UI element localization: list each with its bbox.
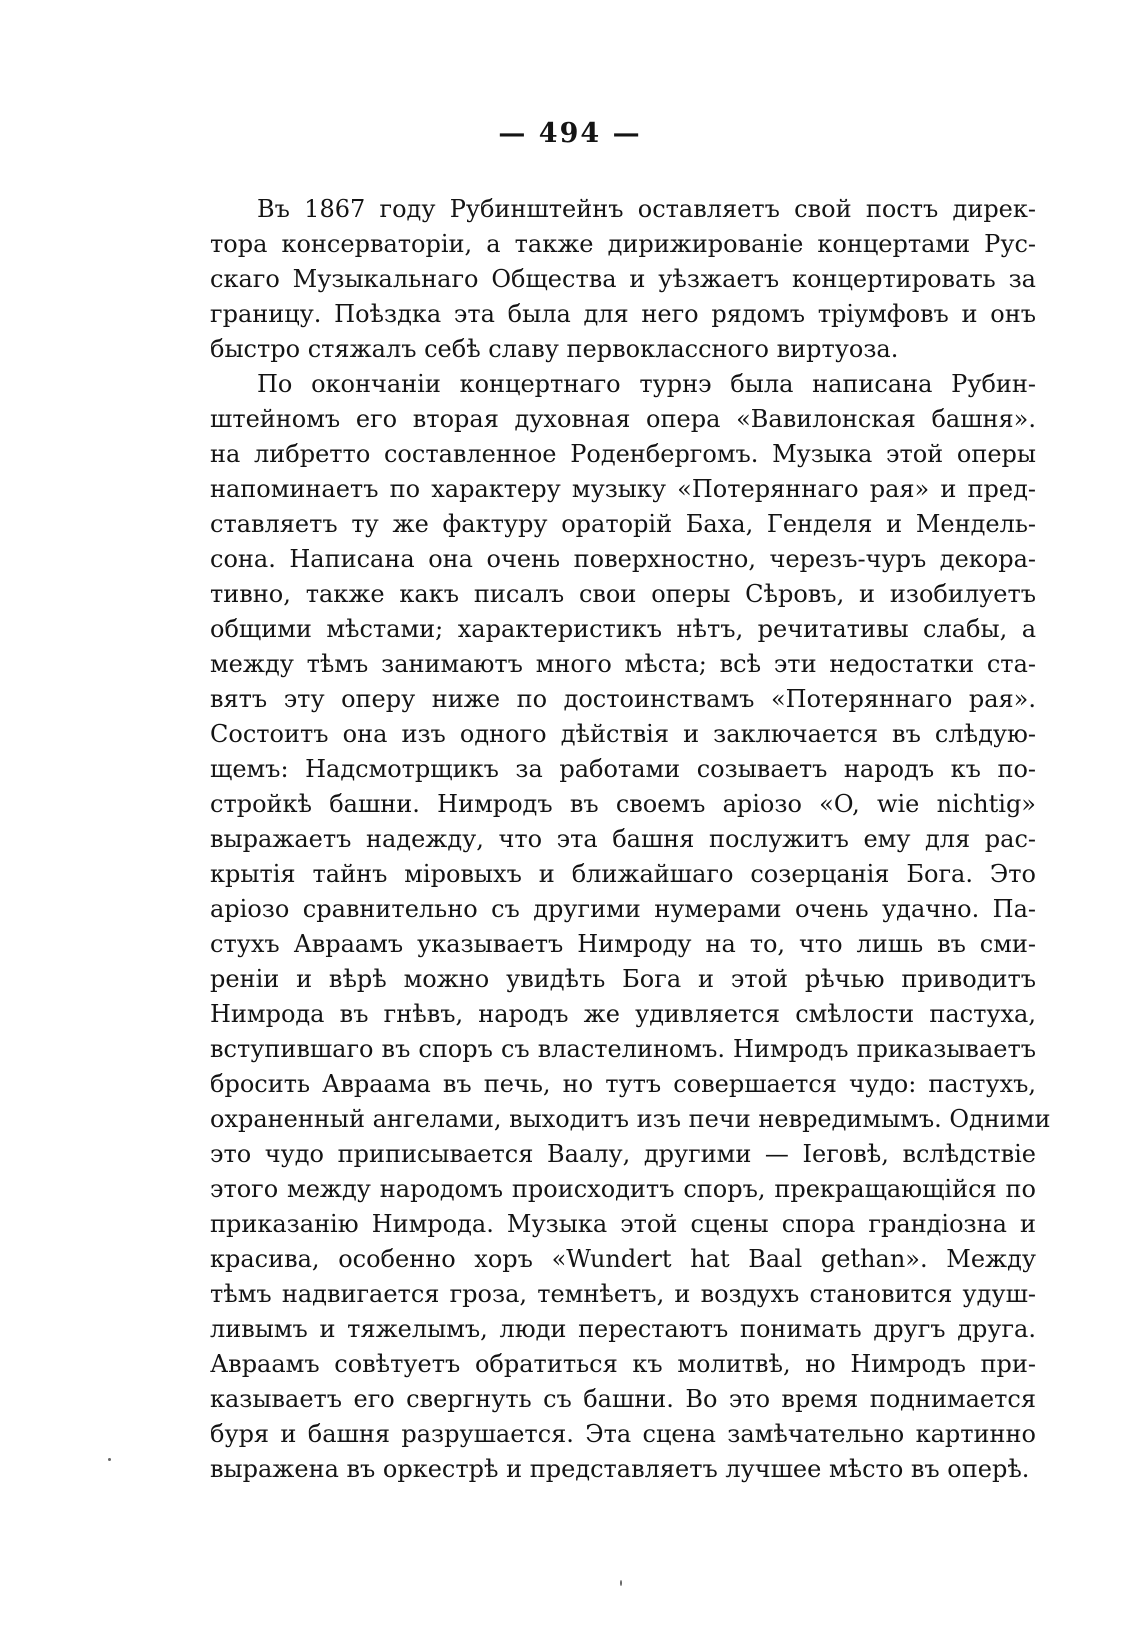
text-line: Въ 1867 году Рубинштейнъ оставляетъ свой постъ дирек- (257, 195, 1036, 223)
text-line: выражаетъ надежду, что эта башня послужитъ ему для рас- (210, 825, 1036, 853)
text-line: между тѣмъ занимаютъ много мѣста; всѣ эти недостатки ста- (210, 650, 1036, 678)
text-line: приказанію Нимрода. Музыка этой сцены спора грандіозна и (210, 1210, 1036, 1238)
text-line: общими мѣстами; характеристикъ нѣтъ, речитативы слабы, а (210, 615, 1036, 643)
text-line: Состоитъ она изъ одного дѣйствія и заключается въ слѣдую- (210, 720, 1036, 748)
text-line: аріозо сравнительно съ другими нумерами очень удачно. Па- (210, 895, 1036, 923)
text-line: крытія тайнъ міровыхъ и ближайшаго созерцанія Бога. Это (210, 860, 1036, 888)
text-line: ливымъ и тяжелымъ, люди перестаютъ понимать другъ друга. (210, 1315, 1036, 1343)
text-line: на либретто составленное Роденбергомъ. Музыка этой оперы (210, 440, 1036, 468)
text-line: охраненный ангелами, выходитъ изъ печи невредимымъ. Одними (210, 1105, 1051, 1133)
text-line: ставляетъ ту же фактуру ораторій Баха, Генделя и Мендель- (210, 510, 1036, 538)
text-line: сона. Написана она очень поверхностно, черезъ-чуръ декора- (210, 545, 1036, 573)
text-line: тивно, также какъ писалъ свои оперы Сѣровъ, и изобилуетъ (210, 580, 1036, 608)
text-line: вступившаго въ споръ съ властелиномъ. Нимродъ приказываетъ (210, 1035, 1036, 1063)
print-speck (620, 1580, 622, 1586)
text-line: Нимрода въ гнѣвъ, народъ же удивляется смѣлости пастуха, (210, 1000, 1036, 1028)
text-line: Авраамъ совѣтуетъ обратиться къ молитвѣ, но Нимродъ при- (210, 1350, 1036, 1378)
text-line: штейномъ его вторая духовная опера «Вавилонская башня». (210, 405, 1036, 433)
text-line: стухъ Авраамъ указываетъ Нимроду на то, что лишь въ сми- (210, 930, 1036, 958)
text-line: быстро стяжалъ себѣ славу первоклассного виртуоза. (210, 335, 899, 363)
text-line: скаго Музыкальнаго Общества и уѣзжаетъ концертировать за (210, 265, 1036, 293)
text-line: буря и башня разрушается. Эта сцена замѣчательно картинно (210, 1420, 1036, 1448)
text-line: напоминаетъ по характеру музыку «Потеряннаго рая» и пред- (210, 475, 1036, 503)
text-line: этого между народомъ происходитъ споръ, прекращающійся по (210, 1175, 1036, 1203)
body-text (210, 192, 1051, 1487)
text-line: границу. Поѣздка эта была для него рядомъ тріумфовъ и онъ (210, 300, 1036, 328)
text-line: стройкѣ башни. Нимродъ въ своемъ аріозо «O, wie nichtig» (210, 790, 1036, 818)
text-line: это чудо приписывается Ваалу, другими — Іеговѣ, вслѣдствіе (210, 1140, 1036, 1168)
text-line: казываетъ его свергнуть съ башни. Во это время поднимается (210, 1385, 1036, 1413)
text-line: тѣмъ надвигается гроза, темнѣетъ, и воздухъ становится удуш- (210, 1280, 1036, 1308)
text-line: щемъ: Надсмотрщикъ за работами созываетъ народъ къ по- (210, 755, 1036, 783)
print-speck (108, 1458, 111, 1461)
paragraph (210, 367, 1051, 1487)
text-line: вятъ эту оперу ниже по достоинствамъ «Потеряннаго рая». (210, 685, 1036, 713)
text-line: реніи и вѣрѣ можно увидѣть Бога и этой рѣчью приводитъ (210, 965, 1036, 993)
text-line: тора консерваторіи, а также дирижированіе концертами Рус- (210, 230, 1036, 258)
paragraph (210, 192, 1036, 367)
text-line: По окончаніи концертнаго турнэ была написана Рубин- (257, 370, 1036, 398)
page-number: — 494 — (498, 118, 642, 149)
text-line: выражена въ оркестрѣ и представляетъ лучшее мѣсто въ оперѣ. (210, 1455, 1030, 1483)
text-line: бросить Авраама въ печь, но тутъ совершается чудо: пастухъ, (210, 1070, 1036, 1098)
text-line: красива, особенно хоръ «Wundert hat Baal gethan». Между (210, 1245, 1036, 1273)
